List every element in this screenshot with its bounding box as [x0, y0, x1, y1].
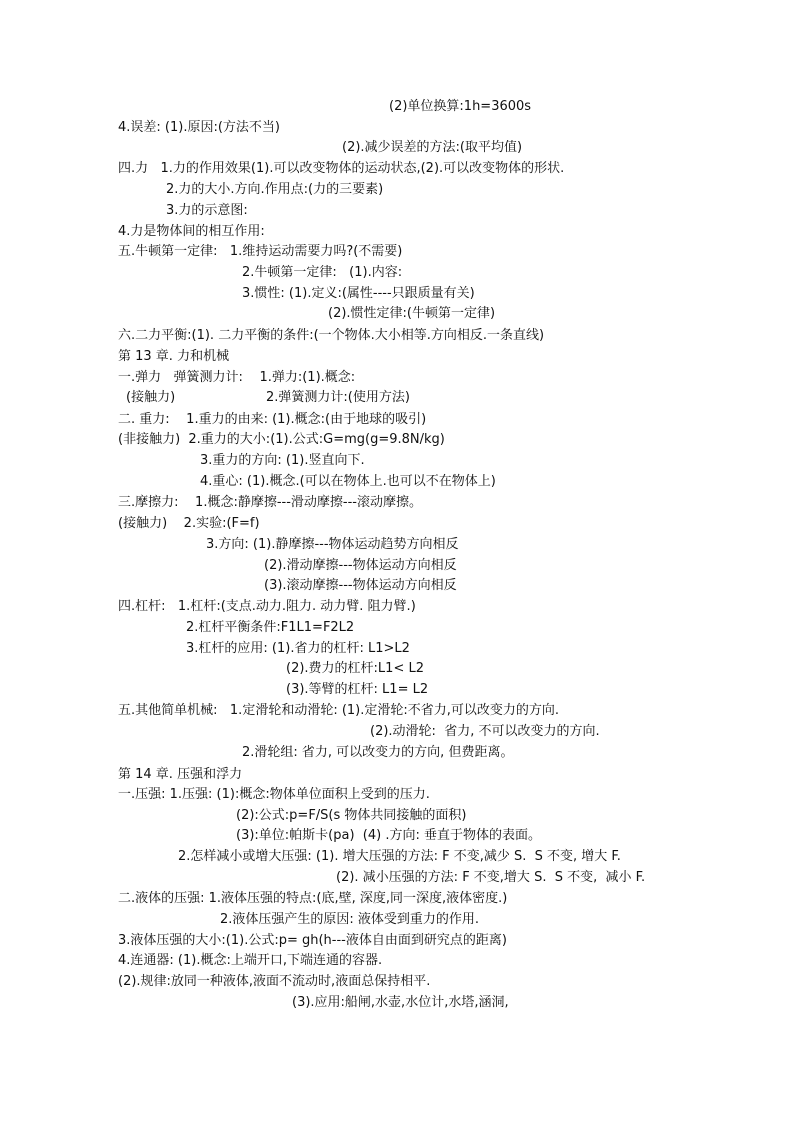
- text-line: (2).惯性定律:(牛顿第一定律): [328, 306, 496, 321]
- text-line: 4.重心: (1).概念.(可以在物体上.也可以不在物体上): [200, 474, 496, 489]
- text-line: 五.牛顿第一定律: 1.维持运动需要力吗?(不需要): [118, 244, 403, 259]
- text-line: (3).等臂的杠杆: L1= L2: [286, 682, 429, 697]
- text-line: (2).动滑轮: 省力, 不可以改变力的方向.: [370, 724, 600, 739]
- text-line: 2.滑轮组: 省力, 可以改变力的方向, 但费距离。: [242, 745, 514, 760]
- text-line: (3).应用:船闸,水壶,水位计,水塔,涵洞,: [292, 995, 509, 1010]
- text-line: (2). 减小压强的方法: F 不变,增大 S. S 不变, 减小 F.: [336, 870, 646, 885]
- chapter-heading: 第 14 章. 压强和浮力: [118, 767, 243, 782]
- text-line: 二.液体的压强: 1.液体压强的特点:(底,壁, 深度,同一深度,液体密度.): [118, 891, 508, 906]
- text-line: (2)单位换算:1h=3600s: [389, 99, 532, 114]
- text-line: 二. 重力: 1.重力的由来: (1).概念:(由于地球的吸引): [118, 412, 427, 427]
- text-line: (非接触力) 2.重力的大小:(1).公式:G=mg(g=9.8N/kg): [118, 432, 445, 447]
- text-line: 3.液体压强的大小:(1).公式:p= gh(h---液体自由面到研究点的距离): [118, 933, 507, 948]
- text-line: 四.杠杆: 1.杠杆:(支点.动力.阻力. 动力臂. 阻力臂.): [118, 599, 416, 614]
- text-line: 3.方向: (1).静摩擦---物体运动趋势方向相反: [206, 537, 459, 552]
- text-line: 四.力 1.力的作用效果(1).可以改变物体的运动状态,(2).可以改变物体的形状.: [118, 161, 565, 176]
- text-line: 2.弹簧测力计:(使用方法): [266, 390, 410, 405]
- text-line: 一.压强: 1.压强: (1):概念:物体单位面积上受到的压力.: [118, 787, 430, 802]
- text-line: 4.误差: (1).原因:(方法不当): [118, 120, 280, 135]
- text-line: (2).减少误差的方法:(取平均值): [342, 140, 523, 155]
- text-line: (2):公式:p=F/S(s 物体共同接触的面积): [236, 808, 467, 823]
- text-line: (接触力) 2.实验:(F=f): [118, 516, 260, 531]
- text-line: 2.怎样减小或增大压强: (1). 增大压强的方法: F 不变,减少 S. S 不变, 增大 F.: [178, 849, 621, 864]
- text-line: 一.弹力 弹簧测力计: 1.弹力:(1).概念:: [118, 370, 356, 385]
- text-line: 2.牛顿第一定律: (1).内容:: [242, 265, 403, 280]
- text-line: 2.液体压强产生的原因: 液体受到重力的作用.: [220, 912, 480, 927]
- text-line: (2).滑动摩擦---物体运动方向相反: [264, 558, 457, 573]
- text-line: 3.杠杆的应用: (1).省力的杠杆: L1>L2: [186, 641, 410, 656]
- text-line: (2).规律:放同一种液体,液面不流动时,液面总保持相平.: [118, 974, 431, 989]
- text-line: 五.其他简单机械: 1.定滑轮和动滑轮: (1).定滑轮:不省力,可以改变力的方向.: [118, 703, 560, 718]
- text-line: 3.力的示意图:: [166, 203, 248, 218]
- text-line: 4.连通器: (1).概念:上端开口,下端连通的容器.: [118, 953, 383, 968]
- text-line: (3):单位:帕斯卡(pa) (4) .方向: 垂直于物体的表面。: [236, 828, 541, 843]
- text-line: 3.惯性: (1).定义:(属性----只跟质量有关): [242, 286, 475, 301]
- text-line: 4.力是物体间的相互作用:: [118, 224, 265, 239]
- text-line: 2.杠杆平衡条件:F1L1=F2L2: [186, 620, 355, 635]
- text-line: 六.二力平衡:(1). 二力平衡的条件:(一个物体.大小相等.方向相反.一条直线): [118, 328, 545, 343]
- chapter-heading: 第 13 章. 力和机械: [118, 349, 230, 364]
- text-line: (接触力): [126, 390, 176, 405]
- text-line: 2.力的大小.方向.作用点:(力的三要素): [166, 182, 384, 197]
- text-line: (3).滚动摩擦---物体运动方向相反: [264, 578, 457, 593]
- text-line: 3.重力的方向: (1).竖直向下.: [200, 453, 365, 468]
- text-line: 三.摩擦力: 1.概念:静摩擦---滑动摩擦---滚动摩擦。: [118, 495, 422, 510]
- text-line: (2).费力的杠杆:L1< L2: [286, 661, 424, 676]
